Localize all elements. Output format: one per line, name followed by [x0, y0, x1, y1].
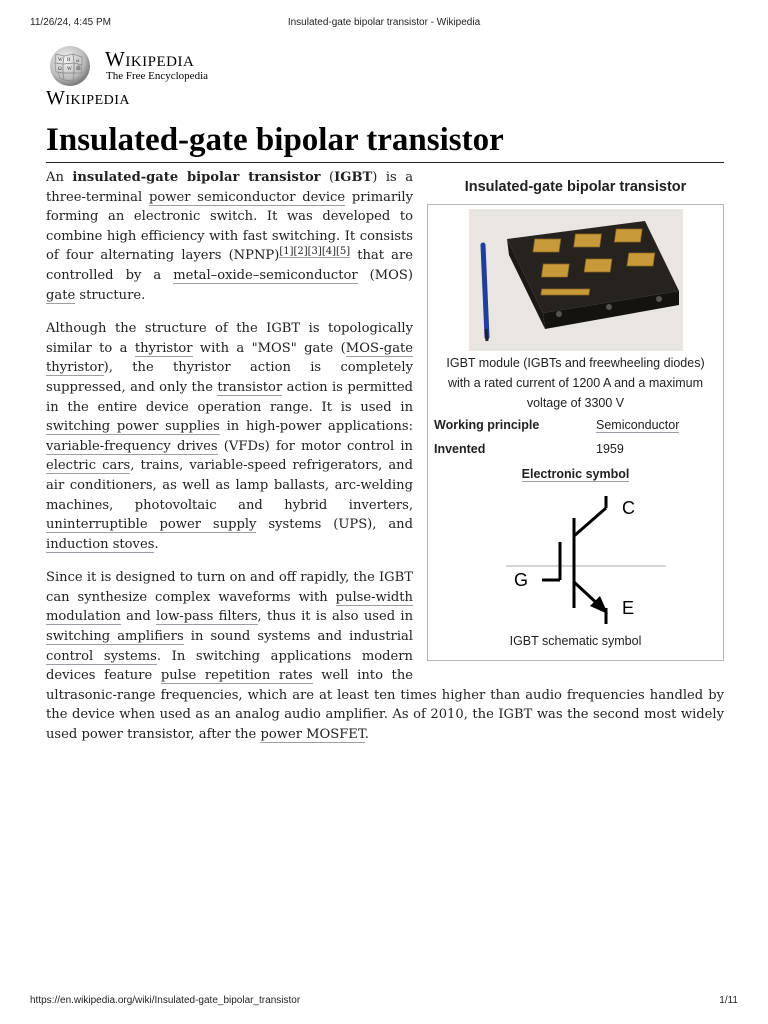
svg-text:ω: ω [76, 59, 80, 64]
wikipedia-logo[interactable] [46, 44, 246, 88]
article-body [46, 168, 724, 759]
infobox-symbol-caption: IGBT schematic symbol [509, 634, 642, 649]
print-url: https://en.wikipedia.org/wiki/Insulated-gate_bipolar_transistor [30, 995, 301, 1006]
infobox-image-caption: IGBT module (IGBTs and freewheeling diodes) with a rated current of 1200 A and a maximum voltage of 3300 V [446, 355, 705, 410]
page-title: Insulated-gate bipolar transistor [46, 118, 724, 163]
link-electric-cars[interactable]: electric cars [46, 458, 131, 474]
infobox-row-key: Invented [434, 441, 486, 456]
link-transistor[interactable]: transistor [217, 379, 283, 395]
link-control-systems[interactable]: control systems [46, 648, 157, 664]
svg-text:W: W [58, 58, 63, 63]
print-page-title: Insulated-gate bipolar transistor - Wikipedia [287, 17, 481, 28]
print-footer [30, 995, 738, 1009]
infobox-box [427, 204, 724, 661]
infobox-row-key: Working principle [434, 417, 540, 432]
print-header [30, 17, 738, 31]
paragraph-intro: An insulated-gate bipolar transistor (IGBT) is a three-terminal power semiconductor device primarily forming an electronic switch. It was developed to combine high efficiency with fast switching. It consists of four alternating layers (NPNP)[1][2][3][4][5] that are controlled by a metal–oxide–semiconductor (MOS) gate structure. [46, 170, 414, 303]
citation-refs[interactable]: [1][2][3][4][5] [279, 246, 351, 258]
svg-text:Ω: Ω [58, 67, 62, 72]
link-switching-amplifiers[interactable]: switching amplifiers [46, 629, 184, 645]
svg-text:И: И [67, 58, 71, 63]
link-pwm[interactable]: pulse-width modulation [46, 589, 413, 625]
print-page-number: 1/11 [719, 995, 738, 1006]
infobox-row-value: 1959 [596, 441, 624, 456]
link-power-semiconductor-device[interactable]: power semiconductor device [148, 189, 346, 205]
link-ups[interactable]: uninterruptible power supply [46, 517, 257, 533]
link-thyristor[interactable]: thyristor [134, 340, 193, 356]
infobox-row-value-link[interactable]: Semiconductor [596, 417, 680, 432]
wikipedia-tagline: The Free Encyclopedia [106, 70, 209, 82]
paragraph-structure: Although the structure of the IGBT is topologically similar to a thyristor with a "MOS" gate (MOS-gate thyristor), the thyristor action is completely suppressed, and only the transistor action is permitted in the entire device operation range. It is used in switching power supplies in high-power applications: variable-frequency drives (VFDs) for motor control in electric cars, trains, variable-speed refrigerators, and air conditioners, as well as lamp ballasts, arc-welding machines, photovoltaic and hybrid inverters, uninterruptible power supply systems (UPS), and induction stoves. [46, 321, 414, 552]
infobox-row [434, 437, 717, 461]
link-mos-gate-thyristor[interactable]: MOS-gate thyristor [46, 340, 414, 376]
collector-label: C [621, 498, 635, 519]
svg-text:W: W [67, 67, 72, 72]
wikipedia-wordmark: Wikipedia [105, 47, 195, 71]
wikipedia-wordmark-secondary: Wikipedia [46, 87, 131, 109]
igbt-module-image[interactable] [469, 209, 683, 351]
link-low-pass-filters[interactable]: low-pass filters [156, 609, 258, 625]
link-power-mosfet[interactable]: power MOSFET [260, 727, 365, 743]
paragraph-switching: Since it is designed to turn on and off rapidly, the IGBT can synthesize complex waveforms with pulse-width modulation and low-pass filters, thus it is also used in switching amplifiers in sound systems and industrial control systems. In switching applications modern devices feature pulse repetition rates well into the ultrasonic-range frequencies, which are at least ten times higher than audio frequencies handled by the device when used as an analog audio amplifier. As of 2010, the IGBT was the second most widely used power transistor, after the power MOSFET. [46, 570, 724, 743]
print-date: 11/26/24, 4:45 PM [30, 17, 111, 28]
wikipedia-globe-icon [46, 44, 94, 88]
svg-text:維: 維 [76, 67, 82, 72]
gate-label: G [513, 570, 528, 591]
emitter-label: E [621, 598, 634, 619]
igbt-schematic-symbol[interactable] [486, 490, 666, 630]
infobox-row [434, 413, 717, 437]
infobox-title: Insulated-gate bipolar transistor [464, 179, 687, 195]
link-pulse-repetition-rates[interactable]: pulse repetition rates [160, 668, 313, 684]
link-mos[interactable]: metal–oxide–semiconductor [173, 267, 358, 283]
infobox [427, 168, 724, 661]
link-switching-power-supplies[interactable]: switching power supplies [46, 419, 220, 435]
infobox-symbol-heading[interactable]: Electronic symbol [521, 466, 630, 481]
link-gate[interactable]: gate [46, 287, 76, 303]
link-induction-stoves[interactable]: induction stoves [46, 536, 155, 552]
link-variable-frequency-drives[interactable]: variable-frequency drives [46, 438, 218, 454]
